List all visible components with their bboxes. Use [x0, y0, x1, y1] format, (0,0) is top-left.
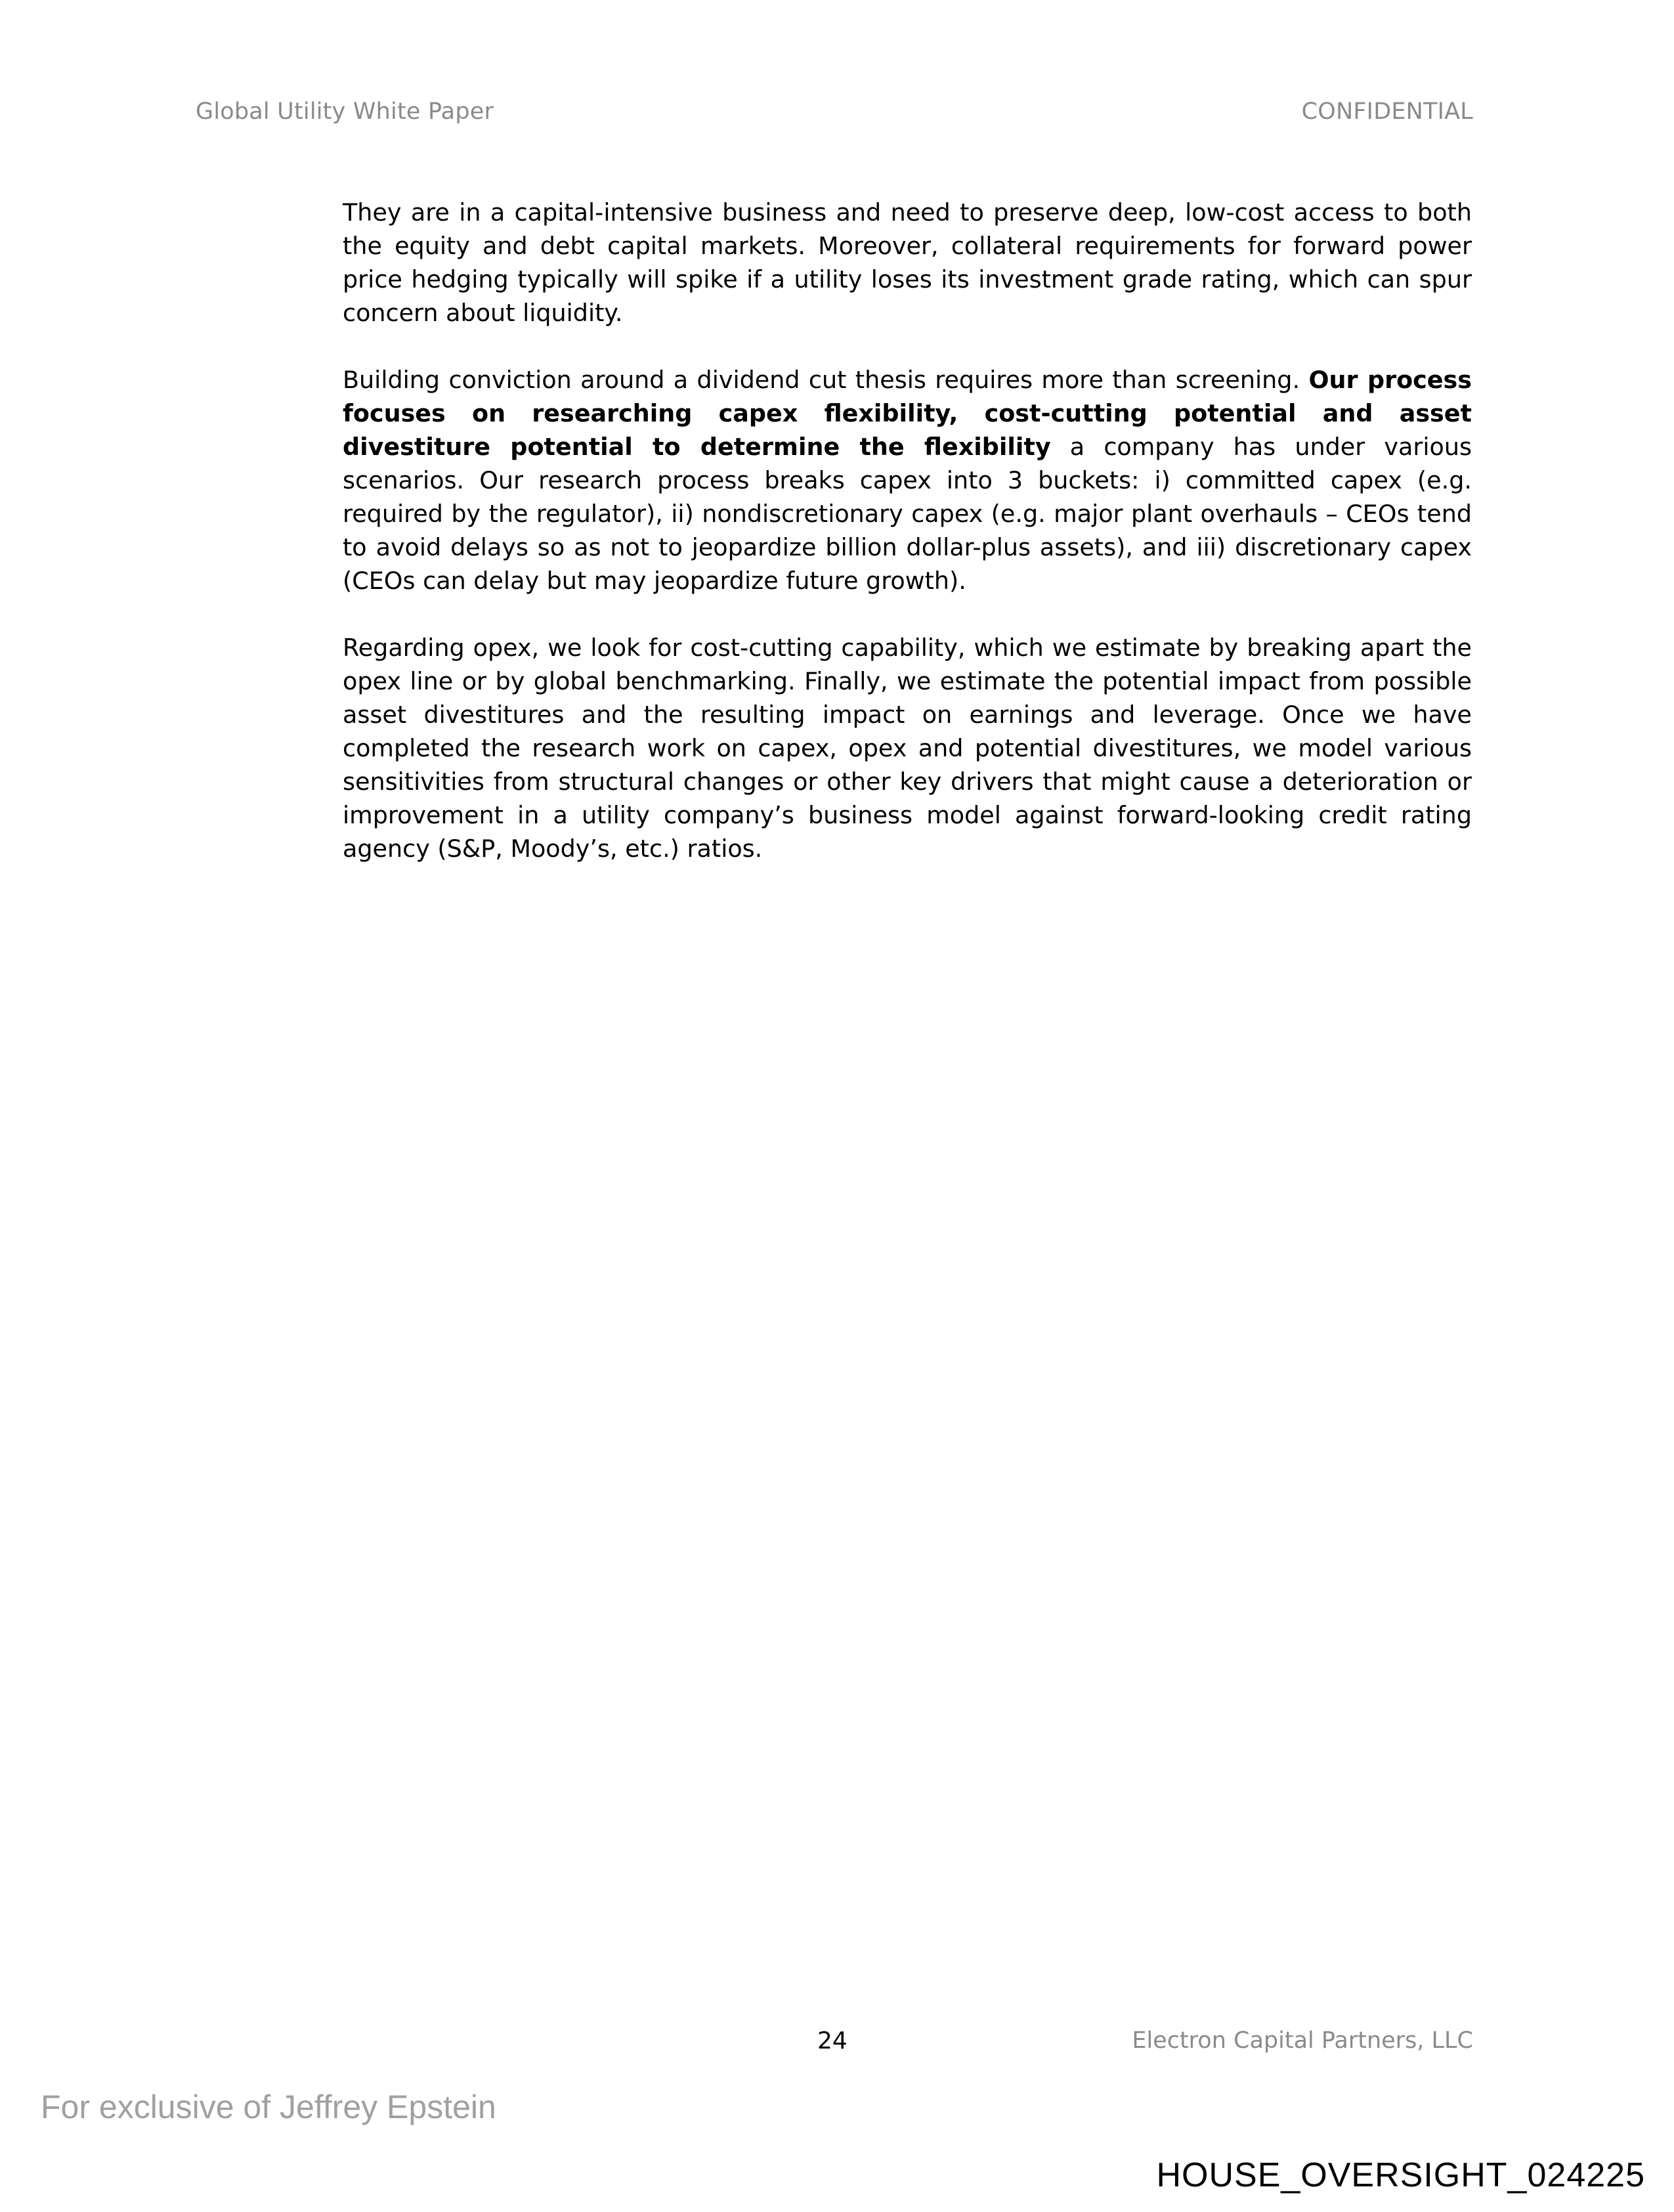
- paragraph-text: Building conviction around a dividend cut thesis requires more than screening.: [343, 366, 1309, 394]
- exclusive-watermark: For exclusive of Jeffrey Epstein: [41, 2089, 496, 2125]
- paragraph-text: a company has under various scenarios. Our research process breaks capex into 3 buckets: i) committed capex (e.g. required by the regulator), ii) nondiscretionary capex (e.g. major plant overhauls – CEOs tend to avoid delays so as not to jeopardize billion dollar-plus assets), and iii) discretionary capex (CEOs can delay but may jeopardize future growth).: [343, 433, 1472, 595]
- bates-number: HOUSE_OVERSIGHT_024225: [1156, 2156, 1645, 2194]
- paragraph-capital-access: They are in a capital-intensive business and need to preserve deep, low-cost access to both the equity and debt capital markets. Moreover, collateral requirements for forward power price hedging typically will spike if a utility loses its investment grade rating, which can spur concern about liquidity.: [343, 198, 1472, 327]
- bold-emphasis: Our process focuses on researching capex flexibility, cost-cutting potential and asset divestiture potential to determine the flexibility: [343, 366, 1472, 461]
- document-body: [343, 196, 1472, 899]
- footer-company-name: Electron Capital Partners, LLC: [1132, 2028, 1473, 2054]
- paragraph-opex-analysis: Regarding opex, we look for cost-cutting capability, which we estimate by breaking apart the opex line or by global benchmarking. Finally, we estimate the potential impact from possible asset divestitures and the resulting impact on earnings and leverage. Once we have completed the research work on capex, opex and potential divestitures, we model various sensitivities from structural changes or other key drivers that might cause a deterioration or improvement in a utility company’s business model against forward-looking credit rating agency (S&P, Moody’s, etc.) ratios.: [343, 634, 1472, 863]
- paragraph-dividend-cut-process: [343, 363, 1472, 597]
- page-number: 24: [817, 2028, 848, 2054]
- document-header-title: Global Utility White Paper: [196, 98, 494, 125]
- confidential-label: CONFIDENTIAL: [1301, 98, 1473, 125]
